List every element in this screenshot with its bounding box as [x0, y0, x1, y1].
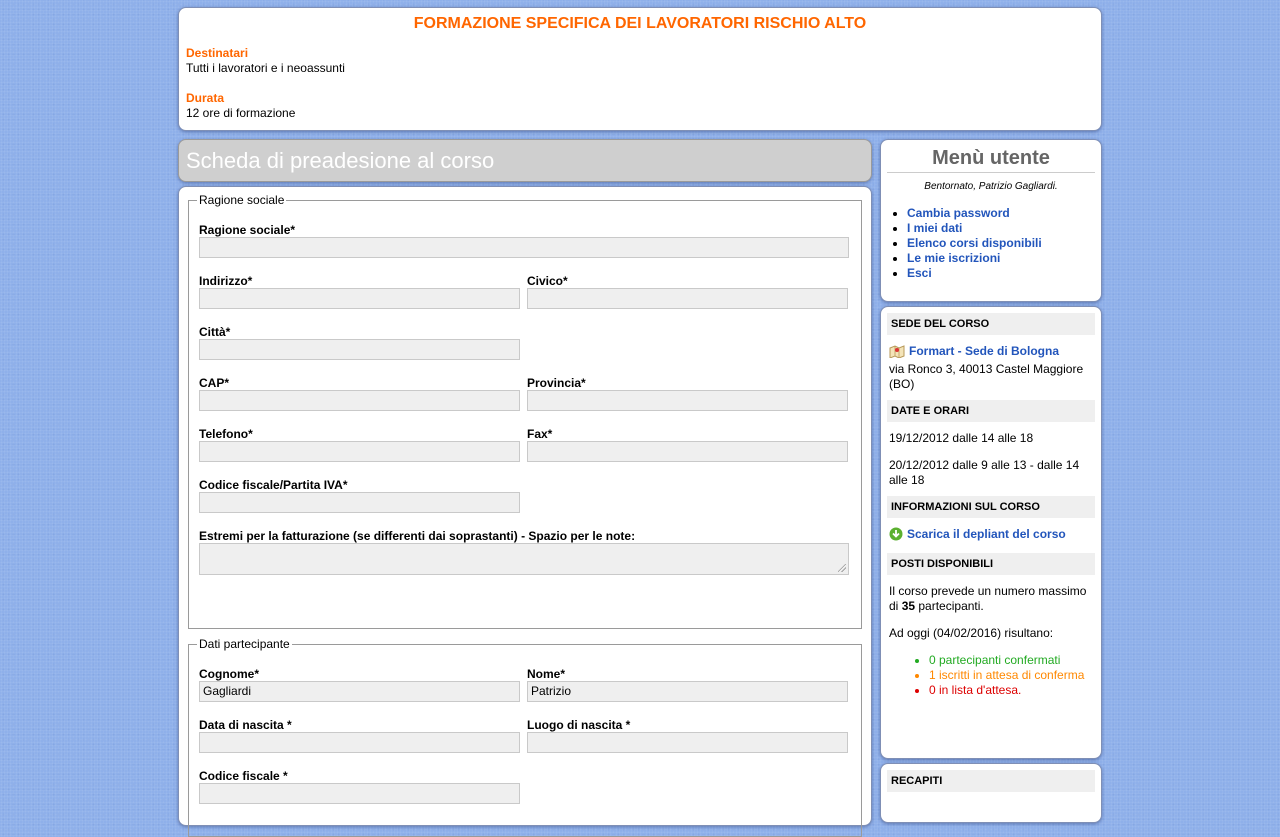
- dates-section: [887, 422, 1095, 496]
- pending-registrations: • 1 iscritti in attesa di conferma: [929, 668, 1093, 683]
- course-list-link[interactable]: Elenco corsi disponibili: [907, 236, 1042, 250]
- birth-place-label: Luogo di nascita *: [527, 718, 631, 732]
- date-item: 19/12/2012 dalle 14 alle 18: [889, 431, 1034, 445]
- participant-legend: Dati partecipante: [199, 637, 290, 651]
- resize-grip-icon[interactable]: [838, 564, 846, 572]
- menu-item-logout: [907, 266, 1095, 281]
- form-header: [178, 139, 872, 182]
- form-title: Scheda di preadesione al corso: [186, 148, 495, 173]
- menu-item-my-data: [907, 221, 1095, 236]
- download-icon: [889, 527, 903, 545]
- confirmed-participants: • 0 partecipanti confermati: [929, 653, 1093, 668]
- tax-code-vat-input[interactable]: [199, 492, 520, 513]
- seats-capacity-text: Il corso prevede un numero massimo di 35 partecipanti.: [889, 584, 1087, 613]
- birth-date-input[interactable]: [199, 732, 520, 753]
- venue-section: [887, 335, 1095, 400]
- course-title: FORMAZIONE SPECIFICA DEI LAVORATORI RISCHIO ALTO: [413, 15, 867, 32]
- user-menu-links: [887, 206, 1095, 281]
- fax-input[interactable]: [527, 441, 848, 462]
- my-data-link[interactable]: I miei dati: [907, 221, 963, 235]
- birth-date-label: Data di nascita *: [199, 718, 292, 732]
- participant-tax-code-label: Codice fiscale *: [199, 769, 288, 783]
- welcome-message: Bentornato, Patrizio Gagliardi.: [924, 181, 1058, 192]
- course-info-panel: [178, 7, 1102, 131]
- phone-label: Telefono*: [199, 427, 253, 441]
- address-label: Indirizzo*: [199, 274, 253, 288]
- duration-label: Durata: [186, 91, 225, 105]
- dates-heading: DATE E ORARI: [887, 400, 1095, 422]
- province-label: Provincia*: [527, 376, 586, 390]
- seats-today-text: Ad oggi (04/02/2016) risultano:: [889, 626, 1054, 640]
- contacts-heading: RECAPITI: [887, 770, 1095, 792]
- city-input[interactable]: [199, 339, 520, 360]
- zip-input[interactable]: [199, 390, 520, 411]
- company-fieldset: [188, 193, 862, 629]
- seats-heading: POSTI DISPONIBILI: [887, 553, 1095, 575]
- street-number-label: Civico*: [527, 274, 568, 288]
- waitlist-count: • 0 in lista d'attesa.: [929, 683, 1093, 698]
- duration-value: 12 ore di formazione: [186, 106, 296, 120]
- seats-stats-list: [889, 653, 1093, 698]
- tax-code-vat-label: Codice fiscale/Partita IVA*: [199, 478, 348, 492]
- billing-notes-textarea[interactable]: [199, 543, 849, 575]
- menu-item-course-list: [907, 236, 1095, 251]
- venue-link[interactable]: Formart - Sede di Bologna: [909, 344, 1060, 358]
- street-number-input[interactable]: [527, 288, 848, 309]
- company-name-label: Ragione sociale*: [199, 223, 296, 237]
- first-name-input[interactable]: Patrizio: [527, 681, 848, 702]
- menu-item-my-registrations: [907, 251, 1095, 266]
- city-label: Città*: [199, 325, 231, 339]
- province-input[interactable]: [527, 390, 848, 411]
- preregistration-form: [178, 186, 872, 826]
- venue-address: via Ronco 3, 40013 Castel Maggiore (BO): [889, 362, 1084, 391]
- billing-notes-label: Estremi per la fatturazione (se differenti dai soprastanti) - Spazio per le note:: [199, 529, 636, 543]
- fax-label: Fax*: [527, 427, 553, 441]
- address-input[interactable]: [199, 288, 520, 309]
- menu-item-change-password: [907, 206, 1095, 221]
- surname-input[interactable]: Gagliardi: [199, 681, 520, 702]
- seats-section: [887, 575, 1095, 706]
- participant-tax-code-input[interactable]: [199, 783, 520, 804]
- company-legend: Ragione sociale: [199, 193, 285, 207]
- company-name-input[interactable]: [199, 237, 849, 258]
- course-details-panel: [880, 306, 1102, 759]
- birth-place-input[interactable]: [527, 732, 848, 753]
- seats-max-count: 35: [901, 599, 916, 613]
- venue-heading: SEDE DEL CORSO: [887, 313, 1095, 335]
- recipients-value: Tutti i lavoratori e i neoassunti: [186, 61, 345, 75]
- user-menu-title: Menù utente: [887, 146, 1095, 173]
- phone-input[interactable]: [199, 441, 520, 462]
- date-item: 20/12/2012 dalle 9 alle 13 - dalle 14 alle 18: [889, 458, 1080, 487]
- participant-fieldset: [188, 637, 862, 837]
- zip-label: CAP*: [199, 376, 230, 390]
- contacts-panel: [880, 763, 1102, 823]
- change-password-link[interactable]: Cambia password: [907, 206, 1010, 220]
- map-icon: [889, 344, 905, 362]
- recipients-label: Destinatari: [186, 46, 249, 60]
- logout-link[interactable]: Esci: [907, 266, 932, 280]
- course-info-section: [887, 518, 1095, 553]
- course-info-heading: INFORMAZIONI SUL CORSO: [887, 496, 1095, 518]
- my-registrations-link[interactable]: Le mie iscrizioni: [907, 251, 1001, 265]
- brochure-download-link[interactable]: Scarica il depliant del corso: [907, 527, 1066, 541]
- first-name-label: Nome*: [527, 667, 566, 681]
- user-menu-panel: [880, 139, 1102, 302]
- surname-label: Cognome*: [199, 667, 259, 681]
